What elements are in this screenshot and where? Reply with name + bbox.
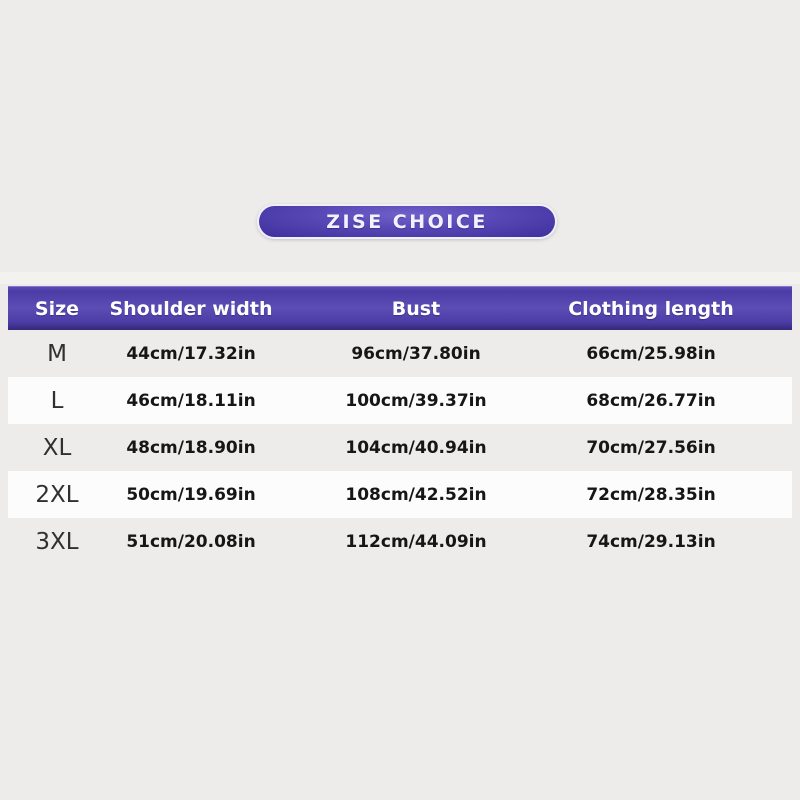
bust-value: 112cm/44.09in [345,531,487,552]
size-label: 2XL [35,481,79,508]
length-value: 74cm/29.13in [586,531,716,552]
length-value: 68cm/26.77in [586,390,716,411]
header-top-highlight [0,272,800,284]
shoulder-value: 44cm/17.32in [126,343,256,364]
shoulder-value: 51cm/20.08in [126,531,256,552]
table-row [8,330,792,377]
table-row [8,377,792,424]
shoulder-value: 50cm/19.69in [126,484,256,505]
shoulder-value: 46cm/18.11in [126,390,256,411]
length-value: 66cm/25.98in [586,343,716,364]
bust-value: 104cm/40.94in [345,437,487,458]
bust-value: 96cm/37.80in [351,343,481,364]
table-row [8,424,792,471]
table-row [8,518,792,565]
size-label: L [50,387,64,414]
banner-title: ZISE CHOICE [326,210,488,233]
length-value: 72cm/28.35in [586,484,716,505]
length-value: 70cm/27.56in [586,437,716,458]
header-size: Size [34,297,80,320]
header-clothing-length: Clothing length [568,297,734,320]
header-bust: Bust [391,297,441,320]
bust-value: 100cm/39.37in [345,390,487,411]
shoulder-value: 48cm/18.90in [126,437,256,458]
table-row [8,471,792,518]
header-shoulder-width: Shoulder width [109,297,273,320]
size-label: XL [42,434,72,461]
table-header-row [8,286,792,330]
size-label: 3XL [35,528,79,555]
size-table [8,286,792,565]
bust-value: 108cm/42.52in [345,484,487,505]
size-label: M [47,340,67,367]
size-choice-banner [257,204,557,239]
